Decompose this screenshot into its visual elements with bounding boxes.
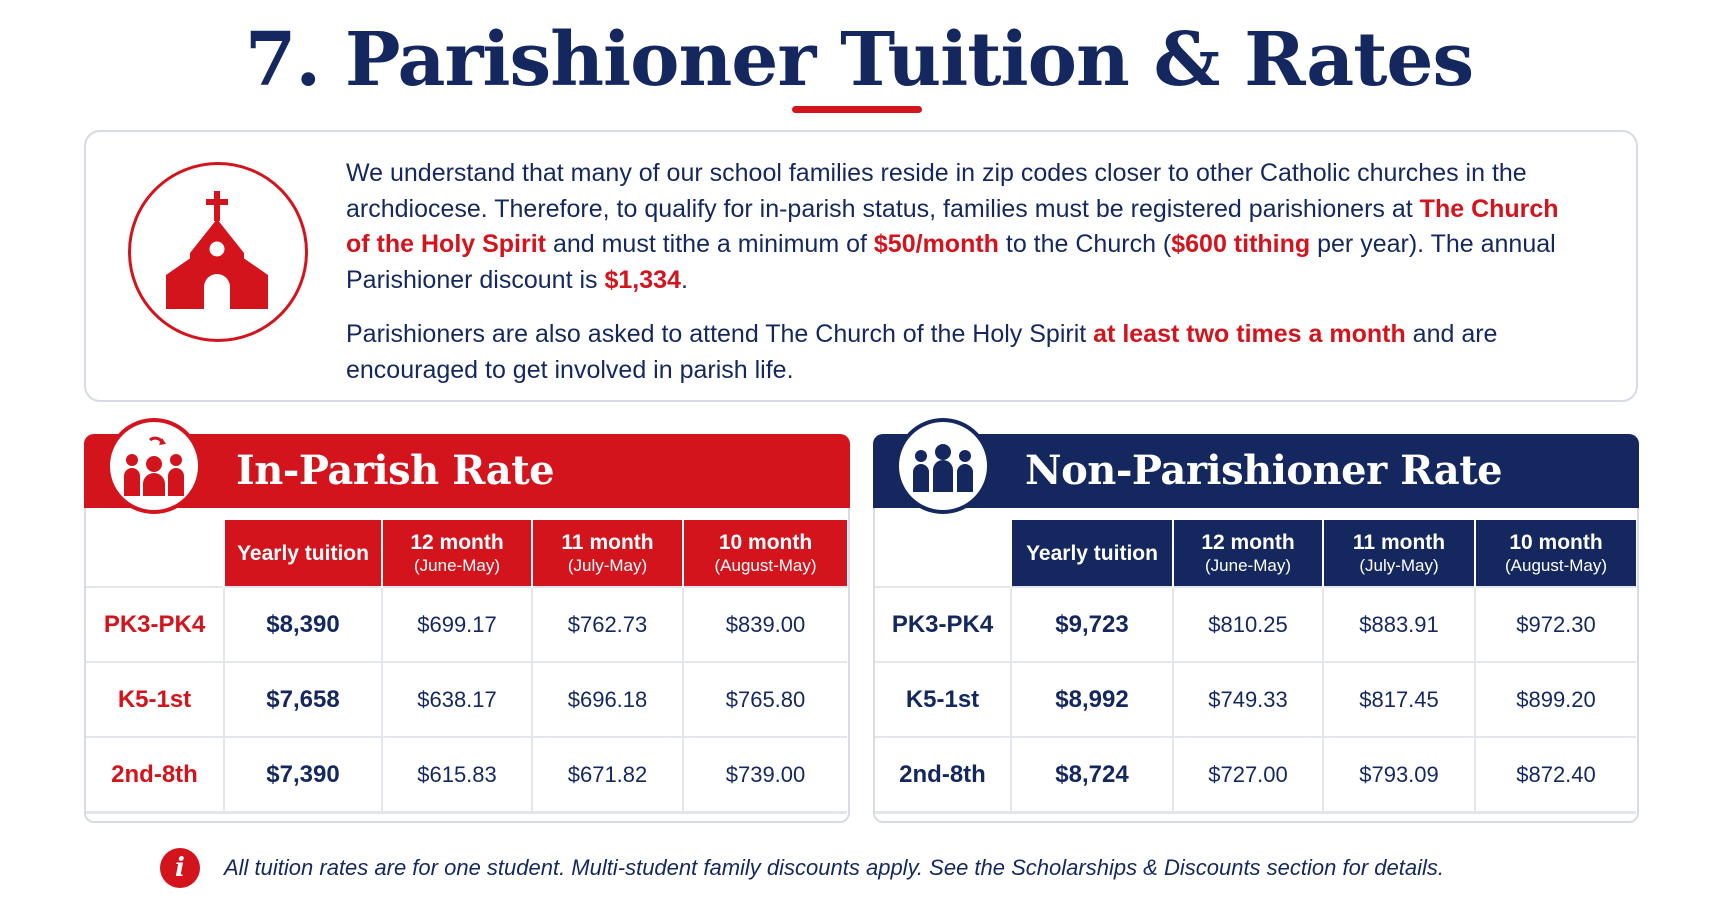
church-name: The Church of the Holy Spirit xyxy=(346,194,1559,258)
grade-label: 2nd-8th xyxy=(875,737,1011,813)
yearly-tuition-cell: $7,390 xyxy=(224,737,382,813)
column-header-10-month xyxy=(683,520,847,587)
column-header-label: Yearly tuition xyxy=(1026,541,1158,565)
yearly-tuition-cell: $8,724 xyxy=(1011,737,1173,813)
intro-text-segment: to the Church ( xyxy=(998,230,1172,258)
monthly-11-cell: $762.73 xyxy=(532,587,683,662)
table-row xyxy=(875,587,1636,662)
non-parishioner-rate-header xyxy=(873,434,1639,508)
grade-label: PK3-PK4 xyxy=(86,587,224,662)
in-parish-rate-title: In-Parish Rate xyxy=(236,447,555,494)
family-icon xyxy=(106,418,202,514)
monthly-11-cell: $817.45 xyxy=(1323,662,1475,737)
monthly-11-cell: $696.18 xyxy=(532,662,683,737)
church-icon xyxy=(128,162,308,342)
column-header-12-month xyxy=(1173,520,1323,587)
annual-tithing: $600 tithing xyxy=(1171,230,1311,258)
column-header-label: Yearly tuition xyxy=(237,541,369,565)
intro-paragraph-attendance xyxy=(346,317,1576,388)
monthly-10-cell: $765.80 xyxy=(683,662,847,737)
column-header-label: 11 month xyxy=(561,531,654,554)
column-header-11-month xyxy=(532,520,683,587)
monthly-12-cell: $638.17 xyxy=(382,662,532,737)
table-row xyxy=(86,587,847,662)
column-header-sublabel: (July-May) xyxy=(567,556,648,575)
minimum-tithe: $50/month xyxy=(873,230,999,258)
in-parish-rate-table xyxy=(86,520,847,814)
non-parishioner-rate-table xyxy=(875,520,1636,814)
intro-paragraph-tithing xyxy=(346,156,1576,298)
yearly-tuition-cell: $8,992 xyxy=(1011,662,1173,737)
column-header-12-month xyxy=(382,520,532,587)
column-header-sublabel: (August-May) xyxy=(714,556,817,575)
column-header-label: 10 month xyxy=(718,531,813,554)
monthly-10-cell: $972.30 xyxy=(1475,587,1636,662)
intro-text-segment: Parishioners are also asked to attend The Church of the Holy Spirit xyxy=(346,320,1094,348)
monthly-12-cell: $615.83 xyxy=(382,737,532,813)
intro-text-segment: per year). The annual Parishioner discount is xyxy=(346,230,1556,294)
intro-panel xyxy=(84,130,1638,402)
title-underline xyxy=(792,106,922,113)
column-header-label: 12 month xyxy=(1201,531,1295,554)
table-header-corner xyxy=(875,520,1011,587)
monthly-12-cell: $810.25 xyxy=(1173,587,1323,662)
table-header-row xyxy=(86,520,847,587)
column-header-label: 10 month xyxy=(1509,531,1603,554)
column-header-sublabel: (August-May) xyxy=(1504,556,1608,575)
column-header-10-month xyxy=(1475,520,1636,587)
yearly-tuition-cell: $8,390 xyxy=(224,587,382,662)
attendance-frequency: at least two times a month xyxy=(1093,320,1406,348)
grade-label: 2nd-8th xyxy=(86,737,224,813)
footnote-text: All tuition rates are for one student. Multi-student family discounts apply. See the Scholarships & Discounts section for details. xyxy=(224,855,1444,880)
footnote xyxy=(160,848,1620,888)
column-header-11-month xyxy=(1323,520,1475,587)
column-header-sublabel: (July-May) xyxy=(1359,556,1439,575)
intro-text-segment: and are encouraged to get involved in parish life. xyxy=(346,320,1498,384)
table-row xyxy=(875,662,1636,737)
non-parishioner-rate-title: Non-Parishioner Rate xyxy=(1025,447,1503,494)
intro-text xyxy=(346,156,1576,388)
table-row xyxy=(875,737,1636,813)
monthly-12-cell: $699.17 xyxy=(382,587,532,662)
monthly-11-cell: $671.82 xyxy=(532,737,683,813)
monthly-10-cell: $839.00 xyxy=(683,587,847,662)
page-title: 7. Parishioner Tuition & Rates xyxy=(244,17,1474,103)
grade-label: K5-1st xyxy=(86,662,224,737)
monthly-10-cell: $739.00 xyxy=(683,737,847,813)
monthly-11-cell: $883.91 xyxy=(1323,587,1475,662)
yearly-tuition-cell: $9,723 xyxy=(1011,587,1173,662)
in-parish-rate-header xyxy=(84,434,850,508)
intro-text-segment: . xyxy=(680,265,688,294)
column-header-label: 12 month xyxy=(410,531,504,554)
grade-label: K5-1st xyxy=(875,662,1011,737)
intro-text-segment: We understand that many of our school families reside in zip codes closer to other Catholic churches in the archdiocese. Therefore, to qualify for in-parish status, families must be registered parishioners at xyxy=(346,159,1527,223)
non-parishioner-rate-panel xyxy=(873,434,1639,823)
column-header-sublabel: (June-May) xyxy=(1205,556,1291,575)
column-header-label: 11 month xyxy=(1352,531,1446,554)
grade-label: PK3-PK4 xyxy=(875,587,1011,662)
monthly-11-cell: $793.09 xyxy=(1323,737,1475,813)
column-header-yearly xyxy=(224,520,382,587)
monthly-12-cell: $727.00 xyxy=(1173,737,1323,813)
in-parish-rate-panel xyxy=(84,434,850,823)
table-row xyxy=(86,662,847,737)
table-header-row xyxy=(875,520,1636,587)
column-header-yearly xyxy=(1011,520,1173,587)
table-row xyxy=(86,737,847,813)
monthly-10-cell: $872.40 xyxy=(1475,737,1636,813)
parishioner-discount: $1,334 xyxy=(604,265,681,294)
info-icon: i xyxy=(160,848,200,888)
group-icon xyxy=(895,418,991,514)
monthly-10-cell: $899.20 xyxy=(1475,662,1636,737)
column-header-sublabel: (June-May) xyxy=(414,556,500,575)
yearly-tuition-cell: $7,658 xyxy=(224,662,382,737)
intro-text-segment: and must tithe a minimum of xyxy=(546,230,874,258)
monthly-12-cell: $749.33 xyxy=(1173,662,1323,737)
table-header-corner xyxy=(86,520,224,587)
